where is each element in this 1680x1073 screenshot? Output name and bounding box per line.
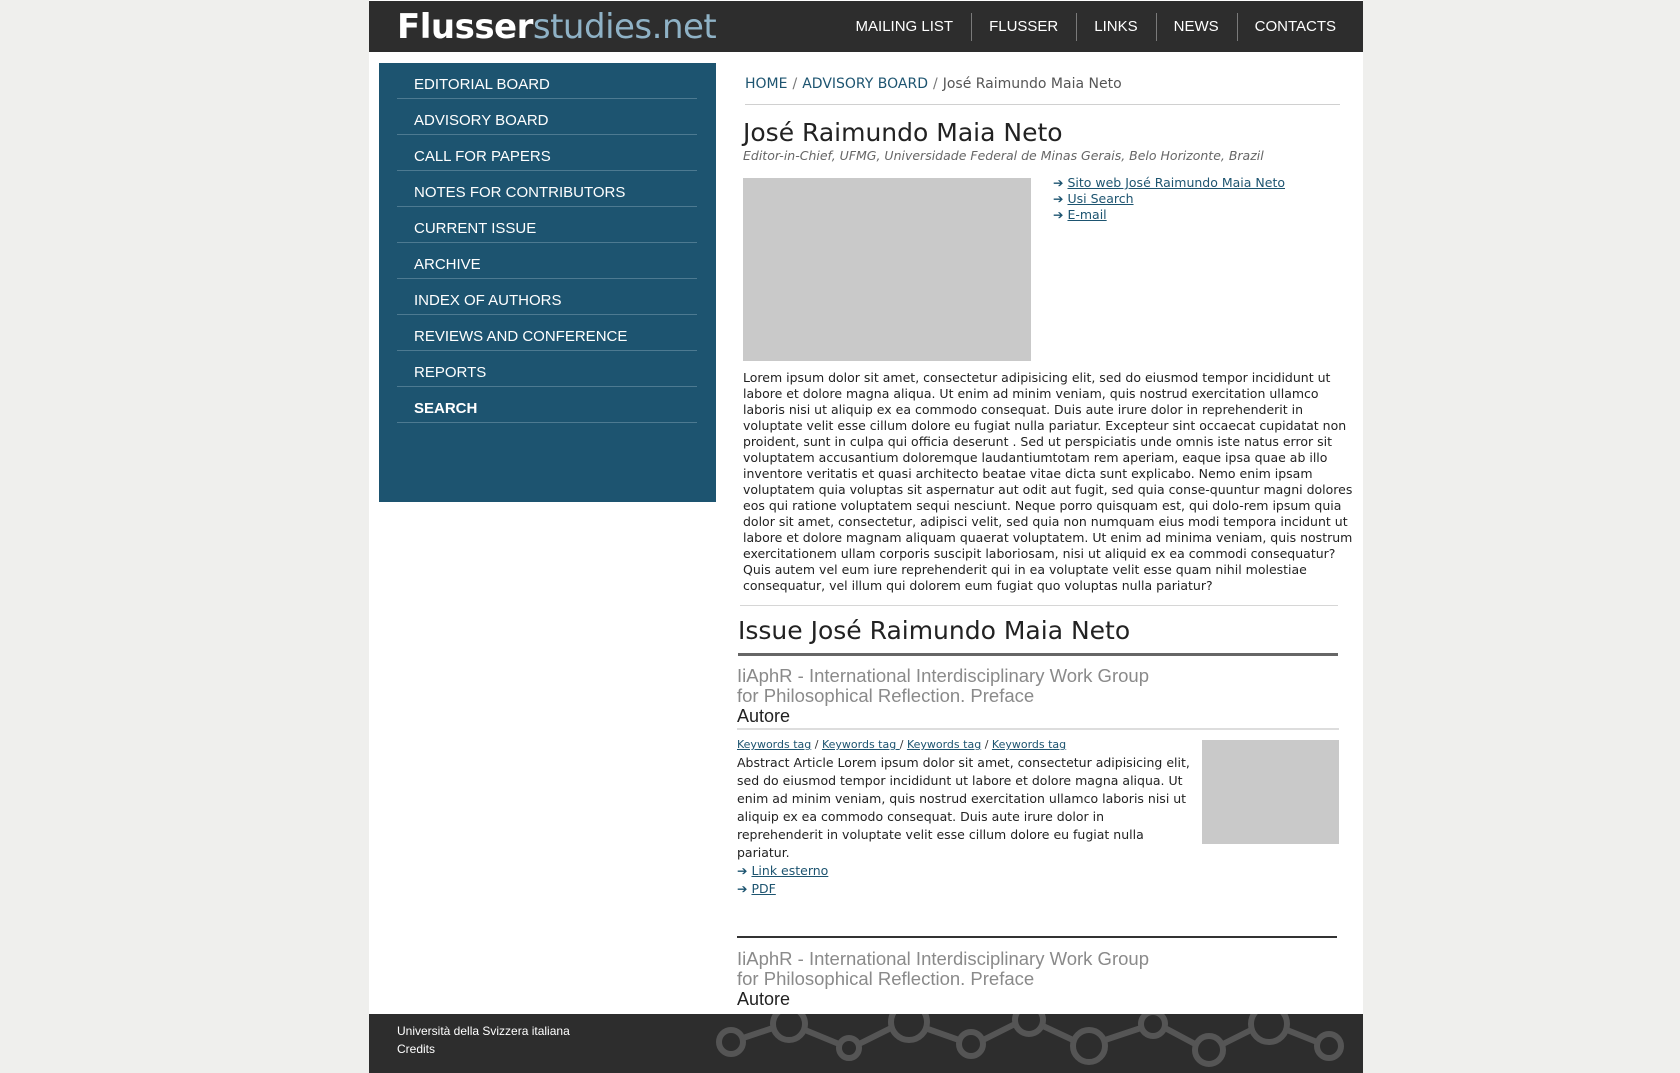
article-links: [737, 862, 828, 898]
email-link[interactable]: E-mail: [1067, 207, 1107, 222]
arrow-right-icon: ➔: [737, 863, 748, 878]
article-author: Autore: [737, 706, 1339, 730]
sidebar-item-advisory-board[interactable]: ADVISORY BOARD: [397, 99, 697, 135]
tag-separator: /: [984, 738, 989, 751]
sidebar-item-search[interactable]: SEARCH: [397, 387, 697, 423]
article-author: Autore: [737, 989, 791, 1009]
sidebar-item-current-issue[interactable]: CURRENT ISSUE: [397, 207, 697, 243]
sidebar-item-index-of-authors[interactable]: INDEX OF AUTHORS: [397, 279, 697, 315]
article-link-row: [737, 862, 828, 880]
sidebar-item-editorial-board[interactable]: EDITORIAL BOARD: [397, 63, 697, 99]
tag-separator: /: [899, 738, 904, 751]
keyword-tag-link[interactable]: Keywords tag: [821, 738, 900, 751]
issue-title: Issue José Raimundo Maia Neto: [738, 616, 1338, 656]
sidebar-menu: [379, 63, 716, 423]
external-link[interactable]: Link esterno: [751, 863, 829, 878]
article-thumbnail-placeholder: [1202, 740, 1339, 844]
person-photo-placeholder: [743, 178, 1031, 361]
arrow-right-icon: ➔: [1053, 207, 1064, 222]
nav-news[interactable]: NEWS: [1156, 1, 1237, 52]
molecule-pattern-decoration: [709, 1014, 1363, 1073]
person-link-row: [1053, 175, 1285, 191]
usi-search-link[interactable]: Usi Search: [1067, 191, 1134, 206]
tag-separator: /: [814, 738, 819, 751]
nav-contacts[interactable]: CONTACTS: [1237, 1, 1363, 52]
article-link-row: [737, 880, 828, 898]
sidebar-item-call-for-papers[interactable]: CALL FOR PAPERS: [397, 135, 697, 171]
footer-text: [397, 1022, 570, 1058]
breadcrumb-current: José Raimundo Maia Neto: [942, 76, 1122, 92]
article-divider: [737, 936, 1337, 938]
article-header: [737, 949, 1339, 1011]
site-logo[interactable]: Flusserstudies.net: [397, 7, 717, 47]
website-link[interactable]: Sito web José Raimundo Maia Neto: [1067, 175, 1285, 190]
person-link-row: [1053, 207, 1285, 223]
page-title: José Raimundo Maia Neto: [743, 118, 1063, 147]
article-title[interactable]: IiAphR - International Interdisciplinary Work Group for Philosophical Reflection. Preface: [737, 948, 1149, 989]
nav-links[interactable]: LINKS: [1076, 1, 1155, 52]
arrow-right-icon: ➔: [1053, 191, 1064, 206]
page: [369, 0, 1363, 1073]
site-footer: [369, 1014, 1363, 1073]
breadcrumb-separator: /: [792, 76, 798, 92]
sidebar-item-archive[interactable]: ARCHIVE: [397, 243, 697, 279]
top-nav: [838, 1, 1363, 52]
person-bio: Lorem ipsum dolor sit amet, consectetur adipisicing elit, sed do eiusmod tempor incididunt ut labore et dolore magna aliqua. Ut enim ad minim veniam, quis nostrud exercitation ullamco laboris nisi ut aliquip ex ea commodo consequat. Duis aute irure dolor in reprehenderit in voluptate velit esse cillum dolore eu fugiat nulla pariatur. Excepteur sint occaecat cupidatat non proident, sunt in culpa qui officia deserunt . Sed ut perspiciatis unde omnis iste natus error sit voluptatem accusantium doloremque laudantiumtotam rem aperiam, eaque ipsa quae ab illo inventore veritatis et quasi architecto beatae vitae dicta sunt explicabo. Nemo enim ipsam voluptatem quia voluptas sit aspernatur aut odit aut fugit, sed quia conse-quuntur magni dolores eos qui ratione voluptatem sequi nesciunt. Neque porro quisquam est, qui dolo-rem ipsum quia dolor sit amet, consectetur, adipisci velit, sed quia non numquam eius modi tempora incidunt ut labore et dolore magnam aliquam quaerat voluptatem. Ut enim ad minima veniam, quis nostrum exercitationem ullam corporis suscipit laboriosam, nisi ut aliquid ex ea commodi consequatur? Quis autem vel eum iure reprehenderit qui in ea voluptate velit esse quam nihil molestiae consequatur, vel illum qui dolorem eum fugiat quo voluptas nulla pariatur?: [743, 370, 1353, 593]
sidebar-item-reports[interactable]: REPORTS: [397, 351, 697, 387]
keyword-tag-link[interactable]: Keywords tag: [906, 738, 982, 751]
keyword-tag-link[interactable]: Keywords tag: [737, 738, 812, 751]
sidebar-item-notes-for-contributors[interactable]: NOTES FOR CONTRIBUTORS: [397, 171, 697, 207]
keyword-tag-link[interactable]: Keywords tag: [991, 738, 1067, 751]
article-tags: [737, 738, 1066, 751]
person-link-row: [1053, 191, 1285, 207]
arrow-right-icon: ➔: [1053, 175, 1064, 190]
footer-credits-link[interactable]: Credits: [397, 1042, 436, 1056]
article-abstract: Abstract Article Lorem ipsum dolor sit amet, consectetur adipisicing elit, sed do eiusmod tempor incididunt ut labore et dolore magna aliqua. Ut enim ad minim veniam, quis nostrud exercitation ullamco laboris nisi ut aliquip ex ea commodo consequat. Duis aute irure dolor in reprehenderit in voluptate velit esse cillum dolore eu fugiat nulla pariatur.: [737, 755, 1190, 860]
pdf-link[interactable]: PDF: [751, 881, 776, 896]
sidebar: [379, 63, 716, 502]
article-header: [737, 666, 1339, 730]
breadcrumb-separator: /: [932, 76, 938, 92]
divider: [740, 605, 1338, 606]
arrow-right-icon: ➔: [737, 881, 748, 896]
breadcrumb-advisory-board[interactable]: ADVISORY BOARD: [802, 76, 928, 92]
sidebar-item-reviews-and-conference[interactable]: REVIEWS AND CONFERENCE: [397, 315, 697, 351]
article-title[interactable]: IiAphR - International Interdisciplinary Work Group for Philosophical Reflection. Preface: [737, 665, 1149, 706]
person-links: [1053, 175, 1285, 223]
footer-university[interactable]: Università della Svizzera italiana: [397, 1024, 570, 1038]
nav-mailing-list[interactable]: MAILING LIST: [855, 18, 954, 35]
breadcrumb: [745, 76, 1340, 105]
nav-flusser[interactable]: FLUSSER: [971, 1, 1076, 52]
site-header: [369, 1, 1363, 52]
breadcrumb-home[interactable]: HOME: [745, 76, 788, 92]
person-role: Editor-in-Chief, UFMG, Universidade Federal de Minas Gerais, Belo Horizonte, Brazil: [743, 148, 1264, 163]
